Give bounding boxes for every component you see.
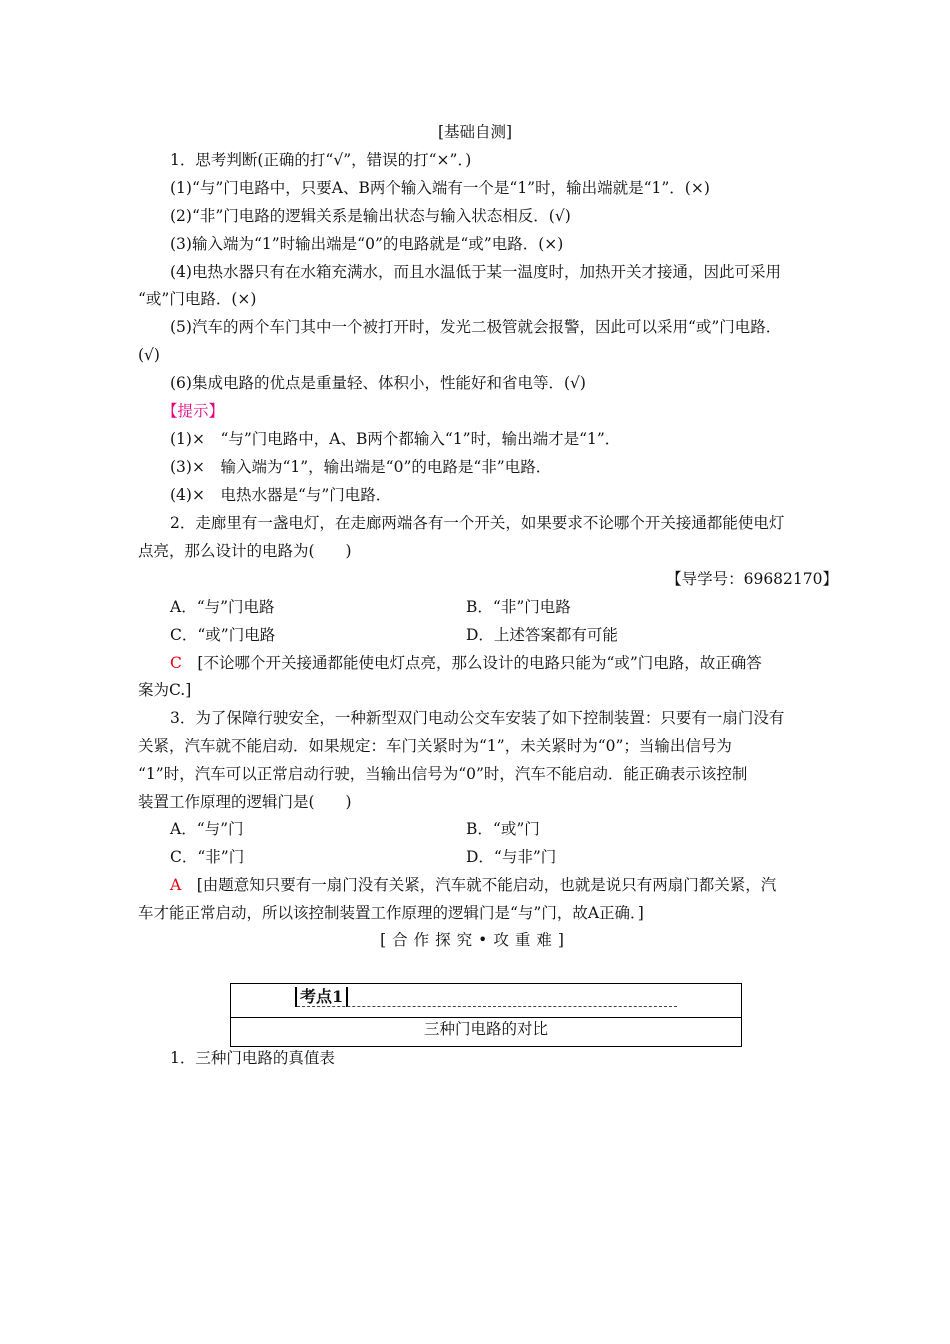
q3-stem-4: 装置工作原理的逻辑门是( ) — [138, 793, 352, 811]
q3-answer: A — [170, 876, 182, 894]
hint-label: 【提示】 — [162, 402, 225, 420]
q1-item-2: (2)“非”门电路的逻辑关系是输出状态与输入状态相反．(√) — [170, 207, 571, 225]
q3-explain-text: [由题意知只要有一扇门没有关紧，汽车就不能启动，也就是说只有两扇门都关紧，汽 — [196, 876, 777, 894]
q2-answer: C — [170, 654, 182, 672]
q2-option-b: B．“非”门电路 — [466, 598, 571, 616]
q2-explain-text: [不论哪个开关接通都能使电灯点亮，那么设计的电路只能为“或”门电路，故正确答 — [197, 654, 762, 672]
q1-item-4: (4)电热水器只有在水箱充满水，而且水温低于某一温度时，加热开关才接通，因此可采用 — [170, 263, 781, 281]
q3-stem-1: 3．为了保障行驶安全，一种新型双门电动公交车安装了如下控制装置：只要有一扇门没有 — [170, 709, 785, 727]
q3-option-a: A．“与”门 — [170, 820, 244, 838]
q3-explanation — [170, 874, 870, 896]
guide-number: 【导学号：69682170】 — [666, 570, 838, 588]
topic-label: 考点1 — [295, 987, 348, 1007]
topic-box — [230, 983, 742, 1047]
hint-2: (3)× 输入端为“1”，输出端是“0”的电路是“非”电路． — [170, 458, 552, 476]
q1-item-3: (3)输入端为“1”时输出端是“0”的电路就是“或”电路．(×) — [170, 235, 564, 253]
section2-header: [合作探究•攻重难] — [380, 931, 570, 949]
q3-explain-cont: 车才能正常启动，所以该控制装置工作原理的逻辑门是“与”门，故A正确．] — [138, 904, 644, 922]
truth-table-heading: 1．三种门电路的真值表 — [170, 1049, 335, 1067]
q1-item-6: (6)集成电路的优点是重量轻、体积小，性能好和省电等．(√) — [170, 374, 586, 392]
q2-stem-2: 点亮，那么设计的电路为( ) — [138, 542, 352, 560]
q1-item-4-cont: “或”门电路．(×) — [138, 290, 257, 308]
q3-stem-2: 关紧，汽车就不能启动．如果规定：车门关紧时为“1”，未关紧时为“0”；当输出信号为 — [138, 737, 732, 755]
q1-stem: 1．思考判断(正确的打“√”，错误的打“×”．) — [170, 151, 472, 169]
q2-option-a: A．“与”门电路 — [170, 598, 275, 616]
hint-3: (4)× 电热水器是“与”门电路． — [170, 486, 392, 504]
q1-item-5: (5)汽车的两个车门其中一个被打开时，发光二极管就会报警，因此可以采用“或”门电路． — [170, 318, 782, 336]
q2-stem-1: 2．走廊里有一盏电灯，在走廊两端各有一个开关，如果要求不论哪个开关接通都能使电灯 — [170, 514, 785, 532]
q3-option-b: B．“或”门 — [466, 820, 540, 838]
topic-box-header — [231, 984, 741, 1018]
q2-explain-cont: 案为C.] — [138, 681, 192, 699]
q2-explanation — [170, 652, 870, 674]
q3-option-d: D．“与非”门 — [466, 848, 557, 866]
topic-title: 三种门电路的对比 — [423, 1020, 548, 1038]
dashed-divider — [297, 1006, 677, 1007]
section-header: [基础自测] — [437, 123, 513, 141]
q3-option-c: C．“非”门 — [170, 848, 245, 866]
q1-item-5-cont: (√) — [138, 346, 160, 364]
q3-stem-3: “1”时，汽车可以正常启动行驶，当输出信号为“0”时，汽车不能启动．能正确表示该控制 — [138, 765, 748, 783]
q1-item-1: (1)“与”门电路中，只要A、B两个输入端有一个是“1”时，输出端就是“1”．(×) — [170, 179, 710, 197]
q2-option-d: D．上述答案都有可能 — [466, 626, 618, 644]
q2-option-c: C．“或”门电路 — [170, 626, 276, 644]
hint-1: (1)× “与”门电路中，A、B两个都输入“1”时，输出端才是“1”． — [170, 430, 621, 448]
